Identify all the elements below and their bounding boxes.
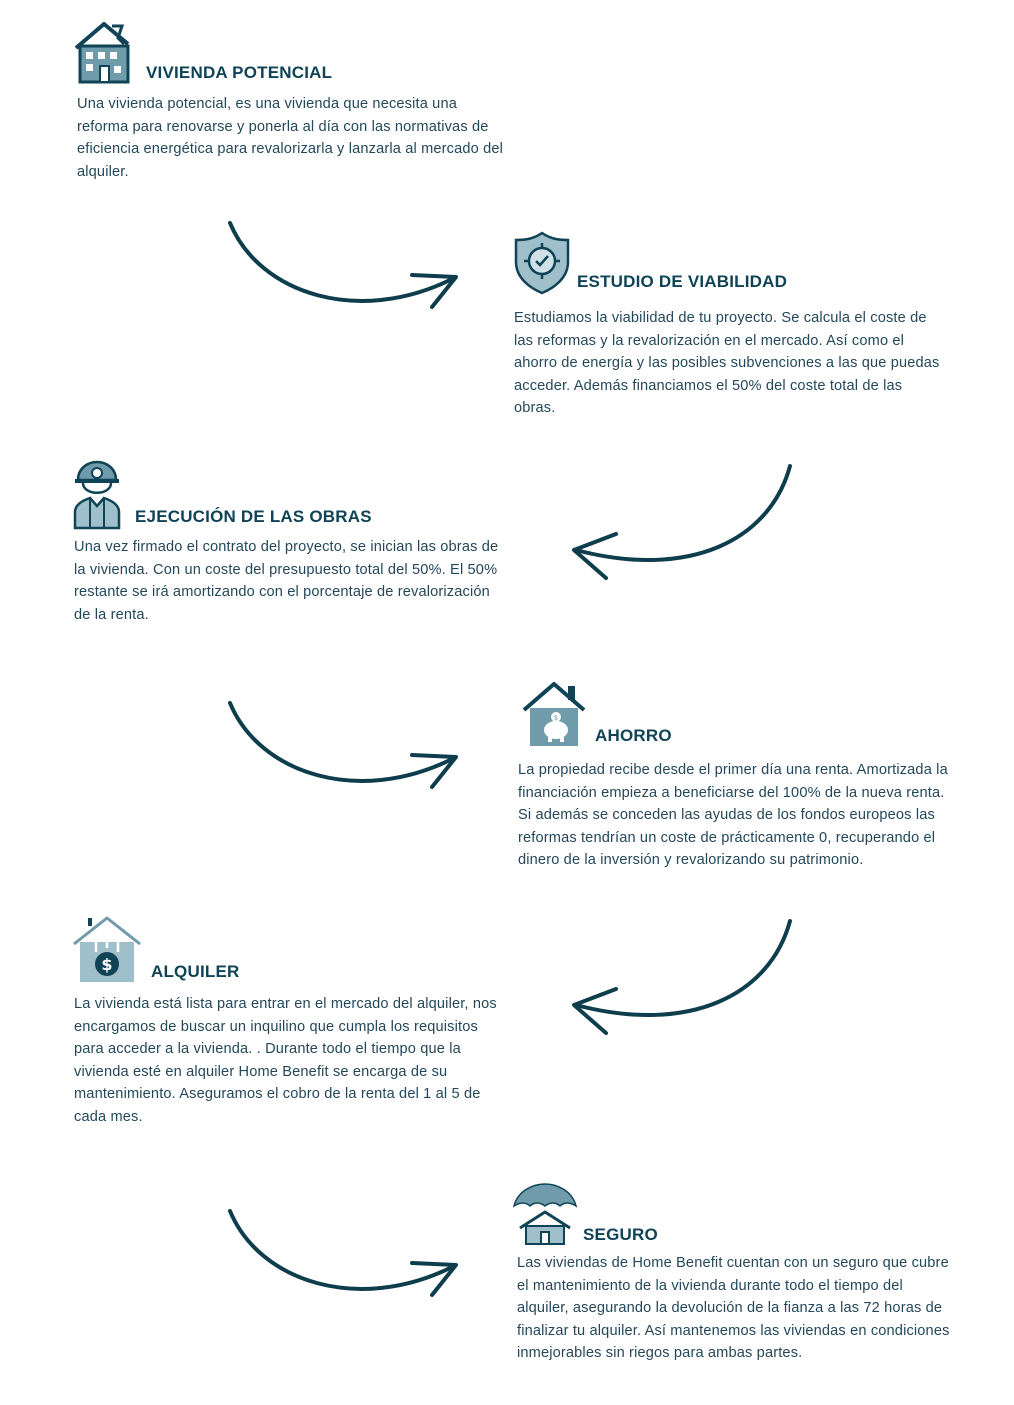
curved-arrow-right-icon bbox=[220, 1203, 470, 1313]
shield-target-icon bbox=[512, 230, 572, 296]
curved-arrow-left-icon bbox=[560, 915, 810, 1045]
building-icon bbox=[72, 18, 136, 86]
step-title: EJECUCIÓN DE LAS OBRAS bbox=[135, 507, 372, 526]
curved-arrow-left-icon bbox=[560, 460, 810, 590]
umbrella-house-icon bbox=[512, 1180, 578, 1246]
step-description: Una vivienda potencial, es una vivienda que necesita una reforma para renovarse y ponerla al día con las normativas de eficiencia energética para revalorizarla y lanzarla al mercado del alquiler. bbox=[77, 96, 504, 180]
svg-text:$: $ bbox=[101, 955, 113, 974]
step-description: Una vez firmado el contrato del proyecto, se inician las obras de la vivienda. Con un coste del presupuesto total del 50%. El 50% restante se irá amortizando con el porcentaje de revalorización de la renta. bbox=[74, 539, 499, 623]
house-dollar-growth-icon bbox=[72, 914, 142, 984]
svg-text:$: $ bbox=[553, 714, 559, 722]
construction-worker-icon bbox=[72, 460, 122, 530]
step-title: AHORRO bbox=[595, 726, 672, 745]
step-title: ESTUDIO DE VIABILIDAD bbox=[577, 272, 788, 291]
curved-arrow-right-icon bbox=[220, 695, 470, 805]
step-title: ALQUILER bbox=[151, 962, 240, 981]
house-piggy-bank-icon bbox=[520, 680, 588, 750]
step-title: VIVIENDA POTENCIAL bbox=[146, 63, 333, 82]
step-title: SEGURO bbox=[583, 1225, 658, 1244]
curved-arrow-right-icon bbox=[220, 215, 470, 325]
step-description: La vivienda está lista para entrar en el mercado del alquiler, nos encargamos de buscar un inquilino que cumpla los requisitos para acceder a la vivienda. . Durante todo el tiempo que la vivienda esté en alquiler Home Benefit se encarga de su mantenimiento. Aseguramos el cobro de la renta del 1 al 5 de cada mes. bbox=[74, 996, 497, 1125]
step-description: Las viviendas de Home Benefit cuentan con un seguro que cubre el mantenimiento de la vivienda durante todo el tiempo del alquiler, asegurando la devolución de la fianza a las 72 horas de finalizar tu alquiler. Así mantenemos las viviendas en condiciones inmejorables sin riegos para ambas partes. bbox=[517, 1255, 950, 1362]
step-description: La propiedad recibe desde el primer día una renta. Amortizada la financiación empieza a beneficiarse del 100% de la nueva renta. Si además se conceden las ayudas de los fondos europeos las reformas tendrían un coste de prácticamente 0, recuperando el dinero de la inversión y revalorizando su patrimonio. bbox=[518, 762, 948, 869]
step-description: Estudiamos la viabilidad de tu proyecto. Se calcula el coste de las reformas y la revalorización en el mercado. Así como el ahorro de energía y las posibles subvenciones a las que puedas acceder. Además financiamos el 50% del coste total de las obras. bbox=[514, 310, 940, 417]
